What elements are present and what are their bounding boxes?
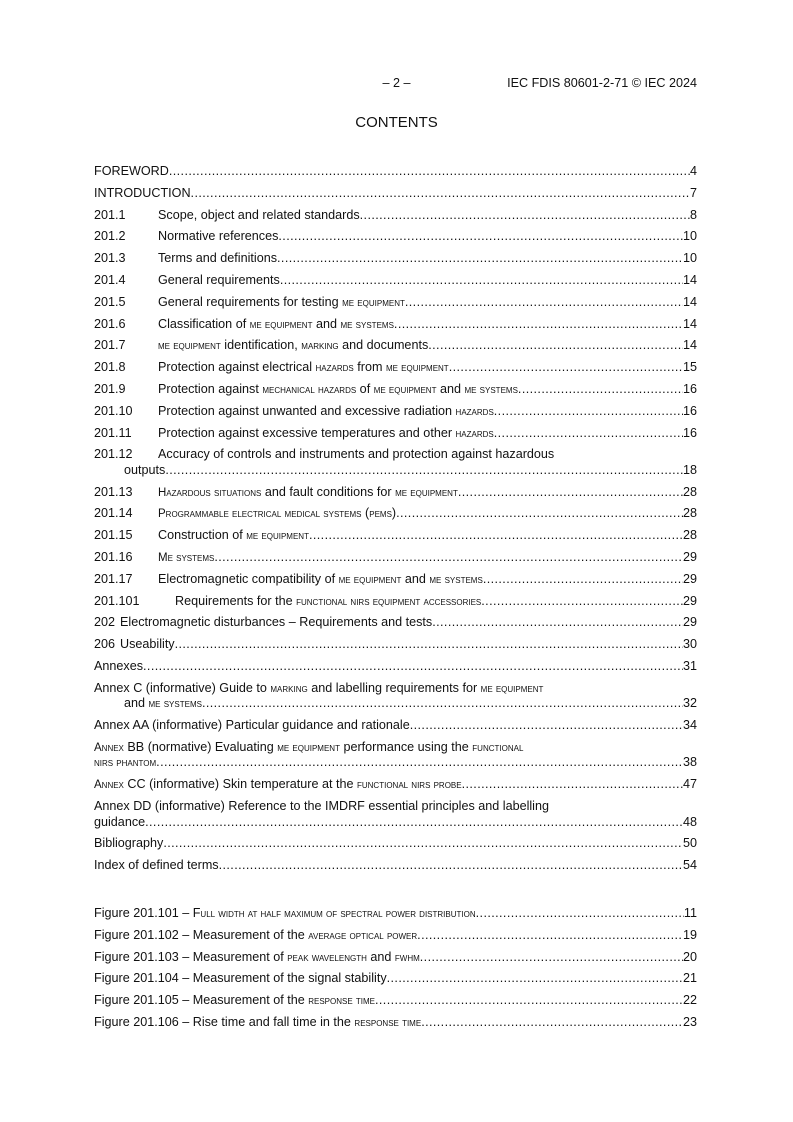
- dot-leader: [375, 993, 683, 1009]
- entry-text-part: guidance: [94, 814, 146, 829]
- entry-text-part: hazards: [455, 405, 494, 418]
- entry-text-part: and fault conditions for: [261, 484, 396, 499]
- toc-entry[interactable]: [94, 740, 697, 771]
- dot-leader: [476, 906, 684, 922]
- entry-text-part: Programmable electrical medical systems: [158, 508, 362, 521]
- entry-title: [94, 950, 420, 967]
- section-number: 201.4: [94, 272, 126, 287]
- entry-text-part: me equipment: [395, 486, 458, 499]
- entry-text-part: nirs phantom: [94, 757, 157, 770]
- entry-text-part: me equipment: [277, 741, 340, 754]
- entry-title: [158, 485, 458, 502]
- toc-entry[interactable]: [94, 615, 697, 631]
- toc-entry[interactable]: [94, 637, 697, 653]
- entry-line: [94, 637, 697, 653]
- entry-title: [94, 971, 387, 987]
- entry-text-part: response time: [354, 1016, 422, 1029]
- page-ref[interactable]: 31: [682, 659, 697, 674]
- page-ref[interactable]: 8: [689, 207, 697, 222]
- dot-leader: [494, 426, 683, 442]
- entry-title: [158, 208, 360, 224]
- dot-leader: [280, 273, 683, 289]
- dot-leader: [169, 164, 690, 180]
- entry-line: [94, 208, 697, 224]
- entry-line: [94, 186, 697, 202]
- entry-text-part: and: [436, 381, 465, 396]
- entry-text-part: Electromagnetic disturbances – Requirements and tests: [120, 615, 433, 630]
- entry-text-part: Figure 201.102 – Measurement of the: [94, 927, 309, 942]
- entry-continuation: [94, 696, 697, 712]
- entry-line: [94, 740, 697, 756]
- entry-title: [158, 295, 405, 312]
- toc-entry[interactable]: [94, 858, 697, 874]
- entry-text-part: Normative references: [158, 229, 279, 244]
- entry-title: [120, 615, 432, 631]
- page-ref[interactable]: 48: [682, 814, 697, 829]
- figure-entry[interactable]: [94, 993, 697, 1009]
- dot-leader: [360, 208, 690, 224]
- dot-leader: [432, 615, 683, 631]
- section-number: 201.17: [94, 571, 133, 586]
- entry-text-part: Protection against unwanted and excessive radiation: [158, 403, 456, 418]
- entry-text-part: Terms and definitions: [158, 251, 278, 266]
- page-ref[interactable]: 32: [682, 696, 697, 711]
- entry-line: [94, 528, 697, 544]
- section-number: 201.14: [94, 506, 133, 521]
- page-ref[interactable]: 30: [682, 637, 697, 652]
- dot-leader: [387, 971, 683, 987]
- entry-text-part: identification,: [220, 338, 302, 353]
- dot-leader: [165, 463, 683, 479]
- entry-line: [94, 426, 697, 442]
- entry-title: [94, 740, 523, 757]
- table-of-contents: [94, 164, 697, 880]
- entry-title-continued: [124, 463, 165, 479]
- entry-line: [94, 404, 697, 420]
- entry-line: [94, 485, 697, 501]
- entry-text-part: from: [353, 360, 386, 375]
- entry-text-part: response time: [308, 995, 375, 1008]
- entry-title: [158, 273, 280, 289]
- toc-entry[interactable]: [94, 382, 697, 398]
- entry-text-part: Protection against electrical: [158, 360, 316, 375]
- entry-line: [94, 229, 697, 245]
- entry-line: [94, 360, 697, 376]
- page-ref[interactable]: 16: [682, 381, 697, 396]
- entry-text-part: Protection against: [158, 381, 263, 396]
- section-number: 201.9: [94, 381, 126, 396]
- entry-title: [120, 637, 175, 653]
- entry-line: [94, 338, 697, 354]
- page-ref[interactable]: 11: [683, 906, 697, 920]
- dot-leader: [219, 858, 683, 874]
- dot-leader: [420, 950, 683, 966]
- entry-text-part: pems: [369, 508, 392, 521]
- entry-text-part: Figure 201.104 – Measurement of the signal stability: [94, 971, 387, 986]
- page-ref[interactable]: 14: [682, 272, 697, 287]
- entry-line: [94, 906, 697, 922]
- entry-text-part: ull width at half maximum of spectral power distribution: [200, 908, 476, 920]
- toc-entry[interactable]: [94, 572, 697, 588]
- entry-text-part: hazards: [455, 427, 494, 440]
- entry-text-part: me systems: [340, 318, 394, 331]
- page-ref[interactable]: 20: [682, 949, 697, 964]
- dot-leader: [309, 528, 683, 544]
- section-number: 206: [94, 637, 116, 652]
- page-ref[interactable]: 29: [682, 593, 697, 608]
- entry-title: [94, 836, 163, 852]
- entry-text-part: me equipment: [385, 362, 449, 375]
- entry-title-continued: [94, 815, 145, 831]
- dot-leader: [214, 550, 683, 566]
- entry-continuation: [94, 755, 697, 771]
- section-number: 201.7: [94, 338, 126, 353]
- entry-continuation: [94, 815, 697, 831]
- entry-text-part: peak wavelength: [287, 951, 367, 964]
- entry-text-part: hazards: [315, 362, 354, 375]
- dot-leader: [481, 594, 683, 610]
- entry-line: [94, 447, 697, 463]
- entry-text-part: ): [391, 506, 397, 521]
- toc-entry[interactable]: [94, 799, 697, 830]
- entry-title: [158, 572, 483, 589]
- entry-text-part: and: [366, 949, 395, 964]
- entry-text-part: functional nirs probe: [356, 779, 462, 792]
- entry-line: [94, 295, 697, 311]
- section-number: 201.13: [94, 484, 133, 499]
- entry-text-part: functional: [472, 741, 524, 754]
- entry-text-part: Annex AA (informative) Particular guidance and rationale: [94, 718, 410, 733]
- entry-title: [158, 382, 518, 399]
- entry-text-part: and documents: [338, 338, 429, 353]
- dot-leader: [175, 637, 683, 653]
- entry-line: [94, 317, 697, 333]
- entry-text-part: me systems: [148, 698, 202, 711]
- entry-text-part: Construction of: [158, 528, 247, 543]
- entry-line: [94, 1015, 697, 1031]
- entry-text-part: (: [361, 506, 370, 521]
- entry-title: [158, 251, 277, 267]
- dot-leader: [462, 777, 683, 793]
- section-number: 201.15: [94, 528, 133, 543]
- figure-entry[interactable]: [94, 906, 697, 922]
- entry-title: [94, 718, 410, 734]
- entry-text-part: General requirements for testing: [158, 294, 343, 309]
- page-ref[interactable]: 50: [682, 836, 697, 851]
- toc-entry[interactable]: [94, 659, 697, 675]
- toc-entry[interactable]: [94, 718, 697, 734]
- entry-line: [94, 971, 697, 987]
- dot-leader: [278, 229, 683, 245]
- page-ref[interactable]: 47: [682, 777, 697, 792]
- figure-entry[interactable]: [94, 971, 697, 987]
- dot-leader: [145, 815, 683, 831]
- entry-text-part: me equipment: [373, 383, 437, 396]
- dot-leader: [421, 1015, 683, 1031]
- toc-entry[interactable]: [94, 447, 697, 478]
- entry-title: [158, 528, 309, 545]
- toc-entry[interactable]: [94, 528, 697, 544]
- entry-title: [158, 360, 449, 377]
- toc-entry[interactable]: [94, 317, 697, 333]
- section-number: 201.5: [94, 294, 126, 309]
- section-number: 201.2: [94, 229, 126, 244]
- entry-text-part: functional nirs equipment accessories: [296, 595, 482, 608]
- entry-title: [94, 777, 462, 794]
- dot-leader: [394, 317, 683, 333]
- toc-entry[interactable]: [94, 777, 697, 793]
- dot-leader: [428, 338, 683, 354]
- page-title: CONTENTS: [355, 114, 438, 131]
- entry-text-part: Annexes: [94, 659, 144, 674]
- entry-text-part: mechanical hazards: [262, 383, 357, 396]
- toc-entry[interactable]: [94, 186, 697, 202]
- toc-entry[interactable]: [94, 594, 697, 610]
- page-ref[interactable]: 14: [682, 338, 697, 353]
- entry-text-part: Figure 201.103 – Measurement of: [94, 949, 288, 964]
- dot-leader: [143, 659, 683, 675]
- entry-text-part: me equipment: [249, 318, 313, 331]
- entry-text-part: me systems: [429, 573, 483, 586]
- section-number: 201.3: [94, 251, 126, 266]
- entry-text-part: Bibliography: [94, 836, 164, 851]
- figure-entry[interactable]: [94, 950, 697, 966]
- dot-leader: [518, 382, 683, 398]
- toc-entry[interactable]: [94, 164, 697, 180]
- toc-entry[interactable]: [94, 550, 697, 566]
- entry-line: [94, 594, 697, 610]
- entry-text-part: me equipment: [342, 296, 405, 309]
- entry-line: [94, 550, 697, 566]
- entry-line: [94, 273, 697, 289]
- entry-title-continued: [94, 755, 156, 772]
- dot-leader: [156, 755, 683, 771]
- entry-title: [175, 594, 481, 611]
- entry-text-part: fwhm: [394, 951, 420, 964]
- entry-text-part: performance using the: [339, 739, 473, 754]
- entry-text-part: FOREWORD: [94, 164, 169, 178]
- toc-entry[interactable]: [94, 338, 697, 354]
- toc-entry[interactable]: [94, 681, 697, 712]
- entry-text-part: Figure 201.106 – Rise time and fall time in the: [94, 1014, 355, 1029]
- entry-text-part: outputs: [124, 462, 166, 477]
- entry-title: [158, 338, 428, 355]
- entry-line: [94, 928, 697, 944]
- toc-entry[interactable]: [94, 251, 697, 267]
- page-ref[interactable]: 14: [682, 294, 697, 309]
- document-id: IEC FDIS 80601-2-71 © IEC 2024: [507, 76, 697, 90]
- entry-title: [158, 404, 494, 421]
- page-ref[interactable]: 34: [682, 718, 697, 733]
- toc-entry[interactable]: [94, 229, 697, 245]
- entry-line: [94, 718, 697, 734]
- entry-text-part: Annex: [94, 779, 124, 792]
- entry-line: [94, 251, 697, 267]
- page-ref[interactable]: 21: [682, 971, 697, 986]
- page-ref[interactable]: 7: [689, 185, 697, 200]
- entry-text-part: marking: [270, 682, 308, 695]
- entry-text-part: Protection against excessive temperatures and other: [158, 425, 456, 440]
- page-ref[interactable]: 29: [682, 550, 697, 565]
- entry-text-part: INTRODUCTION: [94, 185, 191, 200]
- entry-text-part: of: [356, 381, 374, 396]
- page-ref[interactable]: 29: [682, 571, 697, 586]
- entry-title: [158, 317, 394, 334]
- dot-leader: [417, 928, 683, 944]
- entry-text-part: Figure 201.105 – Measurement of the: [94, 993, 309, 1008]
- entry-line: [94, 506, 697, 522]
- entry-text-part: Annex C (informative) Guide to: [94, 680, 271, 695]
- page-ref[interactable]: 16: [682, 403, 697, 418]
- entry-text-part: Useability: [120, 637, 175, 652]
- entry-text-part: General requirements: [158, 272, 280, 287]
- entry-text-part: and: [401, 571, 430, 586]
- section-number: 202: [94, 615, 116, 630]
- entry-title: [158, 550, 214, 567]
- toc-entry[interactable]: [94, 426, 697, 442]
- entry-line: [94, 799, 697, 815]
- toc-entry[interactable]: [94, 506, 697, 522]
- entry-line: [94, 993, 697, 1009]
- entry-continuation: [94, 463, 697, 479]
- figure-entry[interactable]: [94, 1015, 697, 1031]
- page-ref[interactable]: 4: [689, 164, 697, 178]
- entry-title: [94, 928, 417, 945]
- section-number: 201.16: [94, 550, 133, 565]
- dot-leader: [410, 718, 683, 734]
- toc-entry[interactable]: [94, 836, 697, 852]
- entry-title: [158, 229, 278, 245]
- section-number: 201.10: [94, 403, 133, 418]
- dot-leader: [277, 251, 683, 267]
- page-ref[interactable]: 29: [682, 615, 697, 630]
- dot-leader: [396, 506, 683, 522]
- entry-text-part: Figure 201.101 – F: [94, 906, 201, 920]
- dot-leader: [494, 404, 683, 420]
- dot-leader: [405, 295, 683, 311]
- dot-leader: [202, 696, 683, 712]
- entry-text-part: CC (informative) Skin temperature at the: [123, 777, 357, 792]
- toc-entry[interactable]: [94, 404, 697, 420]
- section-number: 201.12: [94, 447, 133, 462]
- entry-title: [94, 681, 543, 698]
- page-ref[interactable]: 22: [682, 993, 697, 1008]
- entry-text-part: me systems: [464, 383, 518, 396]
- toc-entry[interactable]: [94, 295, 697, 311]
- page-ref[interactable]: 16: [682, 425, 697, 440]
- entry-title-continued: [124, 696, 202, 713]
- entry-text-part: marking: [301, 340, 339, 353]
- page-ref[interactable]: 23: [682, 1014, 697, 1029]
- page-ref[interactable]: 18: [682, 462, 697, 477]
- toc-entry[interactable]: [94, 360, 697, 376]
- dot-leader: [458, 485, 683, 501]
- entry-text-part: and: [124, 696, 149, 711]
- entry-text-part: Index of defined terms: [94, 858, 219, 873]
- dot-leader: [449, 360, 683, 376]
- entry-title: [94, 1015, 421, 1032]
- page-ref[interactable]: 10: [682, 251, 697, 266]
- entry-text-part: Hazardous situations: [158, 486, 262, 499]
- entry-title: [158, 447, 554, 463]
- list-of-figures: [94, 906, 697, 1037]
- entry-text-part: Annex DD (informative) Reference to the IMDRF essential principles and labelling: [94, 799, 549, 814]
- entry-text-part: Classification of: [158, 316, 250, 331]
- entry-line: [94, 615, 697, 631]
- page-number: – 2 –: [382, 76, 411, 90]
- entry-text-part: and: [312, 316, 341, 331]
- entry-line: [94, 777, 697, 793]
- entry-text-part: Me systems: [158, 552, 215, 565]
- entry-line: [94, 164, 697, 180]
- entry-text-part: Accuracy of controls and instruments and protection against hazardous: [158, 447, 555, 462]
- page-ref[interactable]: 10: [682, 229, 697, 244]
- section-number: 201.8: [94, 360, 126, 375]
- entry-text-part: me equipment: [246, 530, 309, 543]
- entry-title: [94, 993, 375, 1010]
- entry-title: [94, 799, 549, 815]
- toc-entry[interactable]: [94, 273, 697, 289]
- entry-line: [94, 382, 697, 398]
- toc-entry[interactable]: [94, 485, 697, 501]
- entry-line: [94, 836, 697, 852]
- entry-title: [94, 858, 219, 874]
- entry-line: [94, 572, 697, 588]
- page-ref[interactable]: 19: [682, 927, 697, 942]
- entry-line: [94, 858, 697, 874]
- entry-title: [94, 659, 143, 675]
- entry-text-part: Requirements for the: [175, 593, 297, 608]
- entry-title: [94, 906, 476, 923]
- page-ref[interactable]: 28: [682, 484, 697, 499]
- entry-line: [94, 681, 697, 697]
- entry-title: [94, 186, 191, 202]
- section-number: 201.101: [94, 593, 140, 608]
- entry-text-part: BB (normative) Evaluating: [123, 739, 278, 754]
- entry-text-part: me equipment: [480, 682, 544, 695]
- section-number: 201.11: [94, 425, 132, 440]
- page-ref[interactable]: 28: [682, 528, 697, 543]
- entry-line: [94, 659, 697, 675]
- dot-leader: [483, 572, 683, 588]
- page-ref[interactable]: 38: [682, 755, 697, 770]
- entry-text-part: me equipment: [158, 340, 221, 353]
- page-ref[interactable]: 28: [682, 506, 697, 521]
- entry-title: [158, 506, 396, 523]
- page-ref[interactable]: 54: [682, 858, 697, 873]
- entry-text-part: average optical power: [308, 929, 418, 942]
- entry-line: [94, 950, 697, 966]
- entry-title: [158, 426, 494, 443]
- toc-entry[interactable]: [94, 208, 697, 224]
- page-ref[interactable]: 15: [682, 360, 697, 375]
- entry-text-part: Annex: [94, 741, 124, 754]
- section-number: 201.1: [94, 207, 126, 222]
- entry-text-part: Scope, object and related standards: [158, 207, 360, 222]
- figure-entry[interactable]: [94, 928, 697, 944]
- entry-text-part: me equipment: [338, 573, 402, 586]
- entry-title: [94, 164, 169, 180]
- entry-text-part: and labelling requirements for: [307, 680, 481, 695]
- entry-text-part: Electromagnetic compatibility of: [158, 571, 339, 586]
- page-ref[interactable]: 14: [682, 316, 697, 331]
- dot-leader: [163, 836, 683, 852]
- section-number: 201.6: [94, 316, 126, 331]
- dot-leader: [191, 186, 690, 202]
